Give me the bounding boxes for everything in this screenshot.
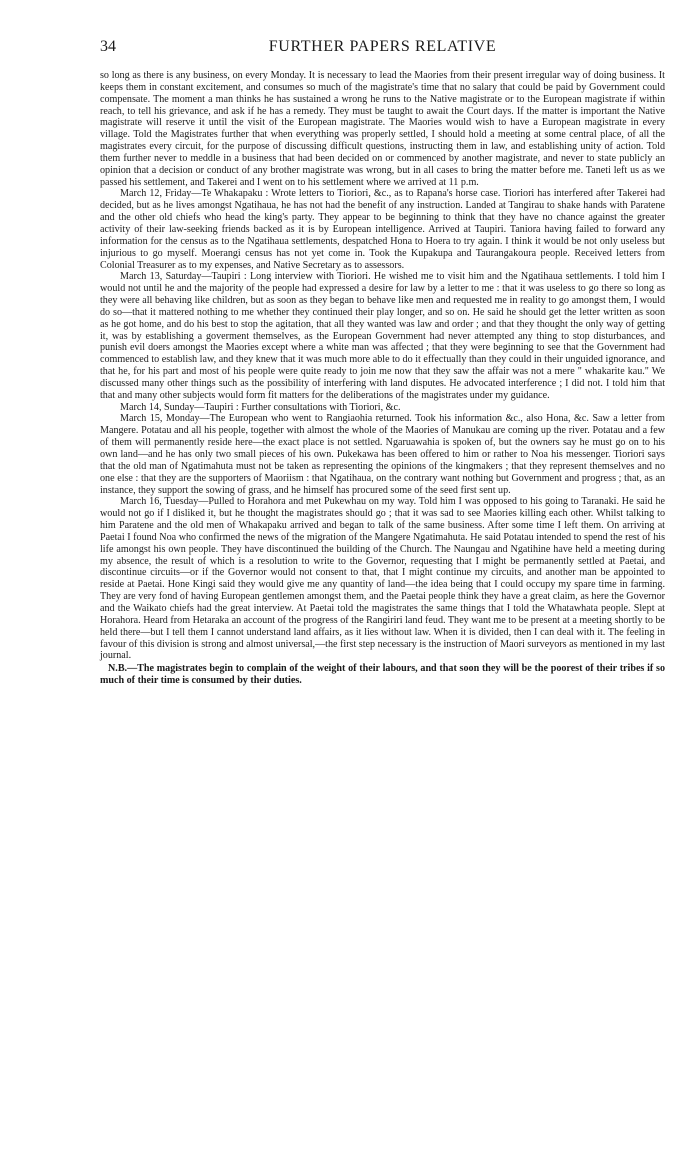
journal-entry-march-16: March 16, Tuesday—Pulled to Horahora and met Pukewhau on my way. Told him I was opposed to his going to Taranaki. He said he would not go if I disliked it, but he thought the magistrates should go ; that it was sad to see Maories killing each other. Whilst talking to him Paratene and the old men of Whakapaku arrived and began to talk of the same business. After some time I left them. On arriving at Paetai I found Noa who confirmed the news of the migration of the Mangere Ngatimahuta. He said Potatau intended to spend the rest of his life amongst his own people. They have discontinued the building of the Church. The Naungau and Ngatihine have held a meeting during my absence, the result of which is a resolution to write to the Governor, requesting that I might be permanently settled at Paetai, and discontinue circuits—or if the Governor would not consent to that, that I might continue my circuits, and another man be appointed to reside at Paetai. Hone Kingi said they would give me any quantity of land—the idea being that I could occupy my spare time in farming. They are very fond of having European gentlemen amongst them, and the Paetai people think they have a great claim, as here the Governor and the Waikato chiefs had the great interview. At Paetai told the magistrates the same things that I told the Whatawhata people. Slept at Horahora. Heard from Hetaraka an account of the progress of the Rangiriri land feud. They want me to be present at a meeting shortly to be held there—but I tell them I cannot understand land affairs, as it lies without law. When it is divided, then I can deal with it. The feeling in favour of this division is strong and almost universal,—the first step necessary is the instruction of Maori surveyors as mentioned in my last journal. [100, 496, 665, 662]
page-header [100, 38, 665, 60]
nota-bene-note: N.B.—The magistrates begin to complain of the weight of their labours, and that soon they will be the poorest of their tribes if so much of their time is consumed by their duties. [100, 663, 665, 687]
running-head: FURTHER PAPERS RELATIVE [268, 38, 497, 55]
journal-entry-march-13: March 13, Saturday—Taupiri : Long interview with Tioriori. He wished me to visit him and the Ngatihaua settlements. I told him I would not until he and the majority of the people had expressed a desire for law by a letter to me : that it was useless to go there so long as they were all behaving like children, but as soon as they began to behave like men and requested me in reality to go amongst them, I would do so—that it mattered nothing to me whether they continued their play longer, and so on. He said he should get the letter written as soon as he got home, and do his best to stop the agitation, that all they wanted was law and order ; and that they thought the only way of getting it, was by establishing a goverment themselves, as the European Government had never attempted any thing to stop disturbances, and punish evil doers amongst the Maories except where a white man was affected ; that they were beginning to see that the Government had commenced to establish law, and they knew that it was much more able to do it effectually than they could in their unguided ignorance, and that he, for his part and most of his people were quite ready to join me now that they saw the affair was not a mere " whakarite kau." We discussed many other things such as the possibility of interfering with land disputes. He advocated interference ; I did not. I told him that that and many other subjects would form fit matters for the deliberations of the magistrates under my guidance. [100, 271, 665, 401]
paragraph-continuation: so long as there is any business, on every Monday. It is necessary to lead the Maories from their present irregular way of doing business. It keeps them in constant excitement, and consumes so much of the magistrate's time that no salary that could be paid by Government could compensate. The moment a man thinks he has sustained a wrong he runs to the Native magistrate or to the European magistrate if within reach, to tell his grievance, and ask if he has a remedy. They must be taught to await the Court days. If the matter is important the Native magistrate will reserve it until the visit of the European magistrate. The Maories would wish to have a European magistrate in every village. Told the Magistrates further that when everything was properly settled, I should hold a meeting at some central place, of all the magistrates every circuit, for the purpose of discussing difficult questions, instructing them in law, and establishing unity of action. Told them further never to meddle in a business that had been decided on or commenced by another magistrate, and never to state publicly an opinion that a decision or conduct of any brother magistrate was wrong, but in all cases to bring the matter before me. Taneti left us as we passed his settlement, and Takerei and I went on to his settlement where we arrived at 11 p.m. [100, 70, 665, 188]
journal-entry-march-15: March 15, Monday—The European who went to Rangiaohia returned. Took his information &c., also Hona, &c. Saw a letter from Mangere. Potatau and all his people, together with almost the whole of the Maories of Manukau are coming up the river. Potatau and a few of them will permanently reside here—the exact place is not settled. Ngaruawahia is spoken of, but the owners say he must go on to his own land—and he has only two small pieces of his own. Pukekawa has been offered to him or rather to Noa his messenger. Tioriori says that the old man of Ngatimahuta must not be taken as representing the opinions of the kingmakers ; that they represent themselves and no one else : that they are the supporters of Maoriism : that Ngatihaua, on the contrary want nothing but Government and progress ; that, as an instance, they support the sowing of grass, and he himself has procured some of the seed first sent up. [100, 413, 665, 496]
body-text [100, 70, 665, 687]
page-number: 34 [100, 38, 116, 55]
journal-entry-march-14: March 14, Sunday—Taupiri : Further consultations with Tioriori, &c. [120, 401, 401, 413]
journal-entry-march-12: March 12, Friday—Te Whakapaku : Wrote letters to Tioriori, &c., as to Rapana's horse case. Tioriori has interfered after Takerei had decided, but as he lives amongst Ngatihaua, he has not had the benefit of any instruction. Landed at Tangirau to shake hands with Paratene and the other old chiefs who head the king's party. They appear to be beginning to think that they have no chance against the greater activity of their law-seeking friends backed as it is by European intelligence. Arrived at Taupiri. Taniora having failed to forward any information for the census as to the Ngatihaua settlements, despatched Hona to Hoera to try again. I think it would be not only useless but injurious to go myself. Moerangi census has not yet come in. Took the Kupakupa and Taurangakoura people. Received letters from Colonial Treasurer as to my expenses, and Native Secretary as to assessors. [100, 188, 665, 271]
